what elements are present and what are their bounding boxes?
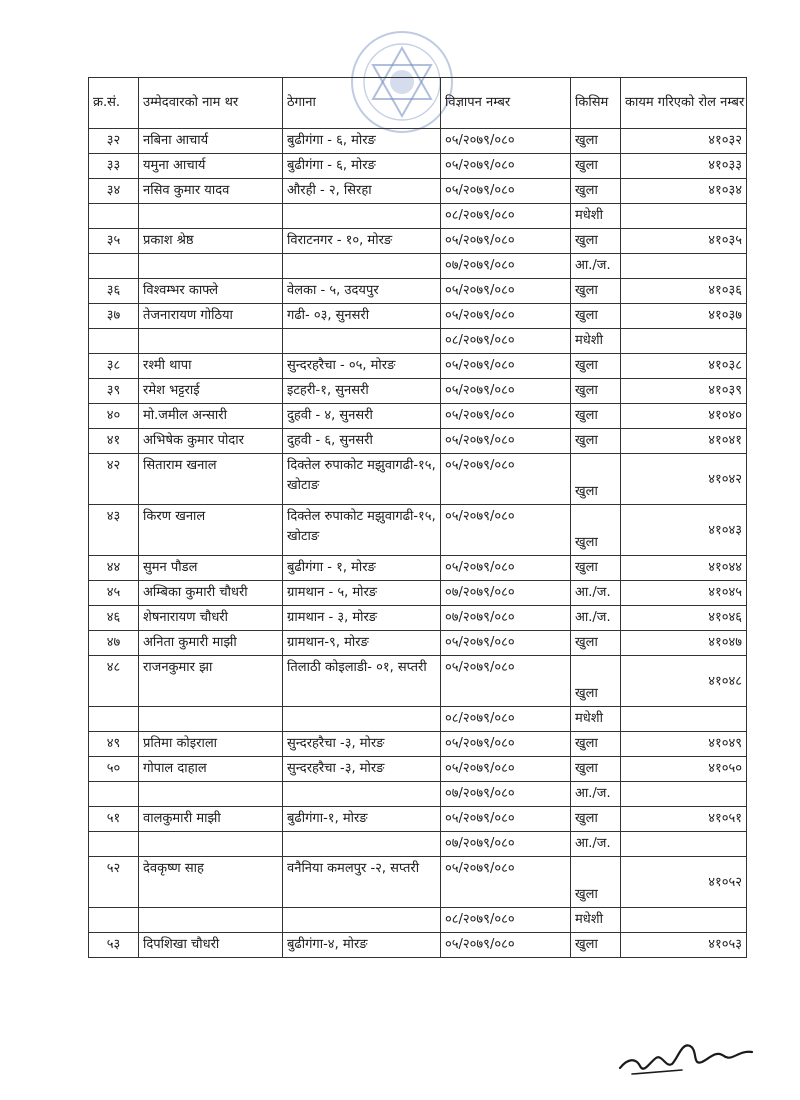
cell-serial-number <box>89 782 139 807</box>
cell-serial-number: ४८ <box>89 656 139 707</box>
cell-roll-number: ४१०४९ <box>621 732 747 757</box>
cell-category: आ./ज. <box>571 832 621 857</box>
cell-address: दिक्तेल रुपाकोट मझुवागढी-१५, खोटाङ <box>283 505 441 556</box>
cell-advertisement-number: ०५/२०७९/०८० <box>441 229 571 254</box>
cell-serial-number <box>89 832 139 857</box>
cell-candidate-name <box>139 254 283 279</box>
cell-roll-number: ४१०५३ <box>621 933 747 958</box>
cell-serial-number: ४० <box>89 404 139 429</box>
cell-address: सुन्दरहरैचा - ०५, मोरङ <box>283 354 441 379</box>
cell-category: खुला <box>571 631 621 656</box>
cell-roll-number: ४१०४३ <box>621 505 747 556</box>
cell-category: खुला <box>571 556 621 581</box>
cell-category: आ./ज. <box>571 581 621 606</box>
cell-roll-number: ४१०३७ <box>621 304 747 329</box>
cell-roll-number <box>621 908 747 933</box>
cell-serial-number: ४९ <box>89 732 139 757</box>
header-candidate-name: उम्मेदवारको नाम थर <box>139 78 283 129</box>
cell-advertisement-number: ०५/२०७९/०८० <box>441 556 571 581</box>
cell-address <box>283 204 441 229</box>
cell-serial-number: ३६ <box>89 279 139 304</box>
cell-category: मधेशी <box>571 707 621 732</box>
cell-roll-number: ४१०३५ <box>621 229 747 254</box>
cell-roll-number: ४१०४७ <box>621 631 747 656</box>
table-row <box>89 631 747 656</box>
cell-serial-number <box>89 254 139 279</box>
cell-address: बुढीगंगा-४, मोरङ <box>283 933 441 958</box>
cell-address: औरही - २, सिरहा <box>283 179 441 204</box>
cell-candidate-name: वालकुमारी माझी <box>139 807 283 832</box>
cell-candidate-name: विश्वम्भर काफ्ले <box>139 279 283 304</box>
cell-address: विराटनगर - १०, मोरङ <box>283 229 441 254</box>
cell-roll-number: ४१०४८ <box>621 656 747 707</box>
cell-category: खुला <box>571 732 621 757</box>
cell-serial-number: ४७ <box>89 631 139 656</box>
cell-address: बुढीगंगा-१, मोरङ <box>283 807 441 832</box>
cell-roll-number: ४१०३८ <box>621 354 747 379</box>
cell-serial-number: ३५ <box>89 229 139 254</box>
cell-serial-number: ५२ <box>89 857 139 908</box>
cell-advertisement-number: ०५/२०७९/०८० <box>441 379 571 404</box>
cell-candidate-name <box>139 908 283 933</box>
cell-advertisement-number: ०५/२०७९/०८० <box>441 933 571 958</box>
cell-serial-number: ४१ <box>89 429 139 454</box>
table-row <box>89 354 747 379</box>
cell-candidate-name: गोपाल दाहाल <box>139 757 283 782</box>
header-category: किसिम <box>571 78 621 129</box>
cell-serial-number: ३२ <box>89 129 139 154</box>
cell-category: खुला <box>571 304 621 329</box>
cell-roll-number: ४१०३६ <box>621 279 747 304</box>
cell-serial-number <box>89 204 139 229</box>
cell-roll-number: ४१०४४ <box>621 556 747 581</box>
table-row <box>89 807 747 832</box>
cell-category: खुला <box>571 154 621 179</box>
cell-candidate-name: किरण खनाल <box>139 505 283 556</box>
table-row <box>89 505 747 556</box>
cell-serial-number: ५३ <box>89 933 139 958</box>
cell-category: खुला <box>571 505 621 556</box>
cell-category: खुला <box>571 179 621 204</box>
cell-advertisement-number: ०८/२०७९/०८० <box>441 204 571 229</box>
table-header-row <box>89 78 747 129</box>
cell-address: गढी- ०३, सुनसरी <box>283 304 441 329</box>
cell-address: बुढीगंगा - ६, मोरङ <box>283 129 441 154</box>
header-advertisement-number: विज्ञापन नम्बर <box>441 78 571 129</box>
table-row <box>89 204 747 229</box>
cell-category: मधेशी <box>571 329 621 354</box>
cell-category: खुला <box>571 857 621 908</box>
cell-roll-number: ४१०४१ <box>621 429 747 454</box>
cell-category: खुला <box>571 807 621 832</box>
cell-candidate-name: प्रतिमा कोइराला <box>139 732 283 757</box>
cell-roll-number <box>621 707 747 732</box>
cell-roll-number: ४१०४६ <box>621 606 747 631</box>
table-row <box>89 857 747 908</box>
table-row <box>89 254 747 279</box>
cell-candidate-name: नबिना आचार्य <box>139 129 283 154</box>
cell-candidate-name: सुमन पौडल <box>139 556 283 581</box>
cell-serial-number: ४४ <box>89 556 139 581</box>
cell-candidate-name: नसिव कुमार यादव <box>139 179 283 204</box>
cell-advertisement-number: ०५/२०७९/०८० <box>441 154 571 179</box>
table-row <box>89 832 747 857</box>
cell-candidate-name: अभिषेक कुमार पोदार <box>139 429 283 454</box>
cell-candidate-name: सिताराम खनाल <box>139 454 283 505</box>
cell-address <box>283 329 441 354</box>
table-row <box>89 757 747 782</box>
cell-roll-number: ४१०५२ <box>621 857 747 908</box>
cell-candidate-name: तेजनारायण गोठिया <box>139 304 283 329</box>
cell-category: खुला <box>571 404 621 429</box>
cell-roll-number <box>621 204 747 229</box>
cell-candidate-name: अनिता कुमारी माझी <box>139 631 283 656</box>
cell-candidate-name: शेषनारायण चौधरी <box>139 606 283 631</box>
cell-candidate-name: मो.जमील अन्सारी <box>139 404 283 429</box>
cell-category: मधेशी <box>571 908 621 933</box>
cell-candidate-name <box>139 782 283 807</box>
cell-candidate-name <box>139 832 283 857</box>
table-row <box>89 454 747 505</box>
table-row <box>89 179 747 204</box>
table-row <box>89 656 747 707</box>
cell-category: खुला <box>571 757 621 782</box>
cell-advertisement-number: ०५/२०७९/०८० <box>441 857 571 908</box>
cell-category: आ./ज. <box>571 782 621 807</box>
table-row <box>89 732 747 757</box>
cell-advertisement-number: ०५/२०७९/०८० <box>441 279 571 304</box>
table-row <box>89 329 747 354</box>
cell-advertisement-number: ०५/२०७९/०८० <box>441 505 571 556</box>
cell-roll-number <box>621 254 747 279</box>
cell-address <box>283 832 441 857</box>
table-row <box>89 933 747 958</box>
cell-advertisement-number: ०७/२०७९/०८० <box>441 581 571 606</box>
cell-roll-number <box>621 329 747 354</box>
cell-advertisement-number: ०५/२०७९/०८० <box>441 656 571 707</box>
table-row <box>89 404 747 429</box>
cell-serial-number <box>89 908 139 933</box>
cell-candidate-name: रश्मी थापा <box>139 354 283 379</box>
cell-candidate-name: राजनकुमार झा <box>139 656 283 707</box>
cell-roll-number: ४१०४० <box>621 404 747 429</box>
cell-roll-number: ४१०३२ <box>621 129 747 154</box>
header-serial-number: क्र.सं. <box>89 78 139 129</box>
cell-category: खुला <box>571 354 621 379</box>
cell-category: आ./ज. <box>571 254 621 279</box>
cell-serial-number: ३४ <box>89 179 139 204</box>
cell-roll-number <box>621 832 747 857</box>
cell-address: वेलका - ५, उदयपुर <box>283 279 441 304</box>
cell-roll-number: ४१०३३ <box>621 154 747 179</box>
cell-advertisement-number: ०५/२०७९/०८० <box>441 404 571 429</box>
cell-advertisement-number: ०७/२०७९/०८० <box>441 782 571 807</box>
cell-advertisement-number: ०८/२०७९/०८० <box>441 908 571 933</box>
cell-address: इटहरी-१, सुनसरी <box>283 379 441 404</box>
cell-address: बुढीगंगा - १, मोरङ <box>283 556 441 581</box>
cell-advertisement-number: ०५/२०७९/०८० <box>441 454 571 505</box>
cell-advertisement-number: ०५/२०७९/०८० <box>441 631 571 656</box>
cell-category: खुला <box>571 379 621 404</box>
cell-category: खुला <box>571 656 621 707</box>
table-row <box>89 707 747 732</box>
cell-advertisement-number: ०५/२०७९/०८० <box>441 304 571 329</box>
table-row <box>89 279 747 304</box>
cell-roll-number: ४१०४२ <box>621 454 747 505</box>
cell-address <box>283 254 441 279</box>
cell-address: दुहवी - ४, सुनसरी <box>283 404 441 429</box>
cell-roll-number: ४१०३४ <box>621 179 747 204</box>
cell-address: दुहवी - ६, सुनसरी <box>283 429 441 454</box>
table-row <box>89 379 747 404</box>
cell-category: खुला <box>571 279 621 304</box>
cell-candidate-name: प्रकाश श्रेष्ठ <box>139 229 283 254</box>
table-row <box>89 908 747 933</box>
cell-roll-number: ४१०३९ <box>621 379 747 404</box>
cell-address: वनैनिया कमलपुर -२, सप्तरी <box>283 857 441 908</box>
cell-advertisement-number: ०५/२०७९/०८० <box>441 429 571 454</box>
cell-address: ग्रामथान - ३, मोरङ <box>283 606 441 631</box>
cell-roll-number <box>621 782 747 807</box>
cell-address: तिलाठी कोइलाडी- ०१, सप्तरी <box>283 656 441 707</box>
table-row <box>89 782 747 807</box>
cell-serial-number: ४६ <box>89 606 139 631</box>
cell-address: ग्रामथान - ५, मोरङ <box>283 581 441 606</box>
cell-advertisement-number: ०५/२०७९/०८० <box>441 354 571 379</box>
cell-address: ग्रामथान-९, मोरङ <box>283 631 441 656</box>
table-row <box>89 229 747 254</box>
cell-serial-number: ३८ <box>89 354 139 379</box>
cell-candidate-name: अम्बिका कुमारी चौधरी <box>139 581 283 606</box>
cell-category: खुला <box>571 454 621 505</box>
table-row <box>89 606 747 631</box>
cell-address: सुन्दरहरैचा -३, मोरङ <box>283 757 441 782</box>
cell-roll-number: ४१०५० <box>621 757 747 782</box>
cell-advertisement-number: ०५/२०७९/०८० <box>441 129 571 154</box>
cell-serial-number: ४३ <box>89 505 139 556</box>
cell-candidate-name <box>139 329 283 354</box>
cell-address: बुढीगंगा - ६, मोरङ <box>283 154 441 179</box>
cell-advertisement-number: ०८/२०७९/०८० <box>441 707 571 732</box>
candidate-table <box>88 77 747 958</box>
cell-candidate-name <box>139 707 283 732</box>
cell-advertisement-number: ०८/२०७९/०८० <box>441 329 571 354</box>
cell-serial-number: ३९ <box>89 379 139 404</box>
cell-candidate-name: रमेश भट्टराई <box>139 379 283 404</box>
cell-candidate-name <box>139 204 283 229</box>
cell-candidate-name: यमुना आचार्य <box>139 154 283 179</box>
cell-category: खुला <box>571 429 621 454</box>
cell-serial-number <box>89 707 139 732</box>
cell-address <box>283 908 441 933</box>
header-address: ठेगाना <box>283 78 441 129</box>
cell-category: खुला <box>571 129 621 154</box>
cell-advertisement-number: ०५/२०७९/०८० <box>441 179 571 204</box>
cell-advertisement-number: ०७/२०७९/०८० <box>441 254 571 279</box>
cell-serial-number: ३७ <box>89 304 139 329</box>
cell-category: खुला <box>571 933 621 958</box>
table-row <box>89 304 747 329</box>
table-row <box>89 129 747 154</box>
table-row <box>89 154 747 179</box>
cell-serial-number: ५० <box>89 757 139 782</box>
cell-serial-number: ५१ <box>89 807 139 832</box>
cell-address <box>283 707 441 732</box>
cell-address: सुन्दरहरैचा -३, मोरङ <box>283 732 441 757</box>
cell-category: मधेशी <box>571 204 621 229</box>
cell-advertisement-number: ०५/२०७९/०८० <box>441 732 571 757</box>
cell-advertisement-number: ०५/२०७९/०८० <box>441 757 571 782</box>
cell-address <box>283 782 441 807</box>
cell-serial-number: ३३ <box>89 154 139 179</box>
cell-advertisement-number: ०७/२०७९/०८० <box>441 832 571 857</box>
cell-serial-number: ४५ <box>89 581 139 606</box>
cell-candidate-name: देवकृष्ण साह <box>139 857 283 908</box>
cell-advertisement-number: ०७/२०७९/०८० <box>441 606 571 631</box>
handwritten-signature <box>612 1028 762 1084</box>
cell-roll-number: ४१०४५ <box>621 581 747 606</box>
cell-candidate-name: दिपशिखा चौधरी <box>139 933 283 958</box>
table-row <box>89 556 747 581</box>
cell-category: खुला <box>571 229 621 254</box>
cell-serial-number: ४२ <box>89 454 139 505</box>
table-row <box>89 429 747 454</box>
header-roll-number: कायम गरिएको रोल नम्बर <box>621 78 747 129</box>
cell-serial-number <box>89 329 139 354</box>
cell-roll-number: ४१०५१ <box>621 807 747 832</box>
table-row <box>89 581 747 606</box>
cell-category: आ./ज. <box>571 606 621 631</box>
cell-advertisement-number: ०५/२०७९/०८० <box>441 807 571 832</box>
cell-address: दिक्तेल रुपाकोट मझुवागढी-१५, खोटाङ <box>283 454 441 505</box>
